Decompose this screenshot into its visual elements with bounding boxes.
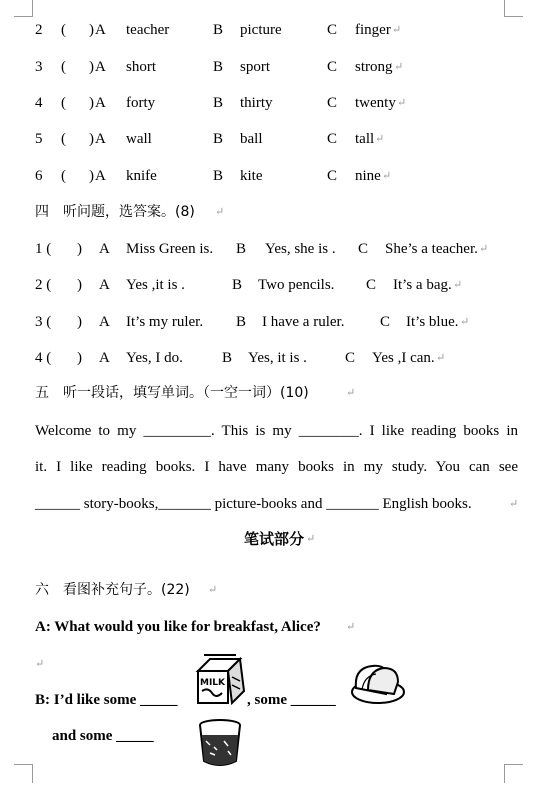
option-b-text: Yes, it is . <box>248 350 307 366</box>
paragraph-mark: ↵ <box>346 621 356 633</box>
option-c-letter: C <box>345 350 356 366</box>
milk-label: MILK <box>200 678 226 688</box>
section-6-heading: 六 看图补充句子。(22) <box>35 582 190 598</box>
question-number: 4 <box>35 95 43 111</box>
answer-paren-close: ) <box>77 350 82 366</box>
option-a-letter: A <box>99 277 110 293</box>
section-5-heading: 五 听一段话，填写单词。（一空一词）(10) <box>35 385 309 401</box>
question-number: 5 <box>35 131 43 147</box>
paragraph-mark: ↵ <box>397 97 407 109</box>
answer-paren-close: ) <box>89 22 94 38</box>
option-b-letter: B <box>213 168 224 184</box>
breakfast-question: A: What would you like for breakfast, Alice? <box>35 619 321 635</box>
paragraph-mark: ↵ <box>453 279 463 291</box>
paragraph-mark: ↵ <box>392 24 402 36</box>
question-number: 2 ( <box>35 277 52 293</box>
paragraph-mark: ↵ <box>346 387 356 399</box>
option-b-word: thirty <box>240 95 273 111</box>
answer-paren-open: ( <box>61 131 66 147</box>
option-a-letter: A <box>99 241 110 257</box>
paragraph-mark: ↵ <box>208 584 218 596</box>
option-c-text: It’s a bag. <box>393 277 452 293</box>
option-a-letter: A <box>95 168 106 184</box>
passage-line-2: it. I like reading books. I have many books in my study. You can see <box>35 459 518 475</box>
option-a-letter: A <box>95 95 106 111</box>
section-4-heading: 四 听问题，选答案。(8) <box>35 204 195 220</box>
passage-line-1: Welcome to my _________. This is my ________. I like reading books in <box>35 423 518 439</box>
option-a-letter: A <box>95 59 106 75</box>
option-a-word: wall <box>126 131 152 147</box>
option-c-letter: C <box>380 314 391 330</box>
question-number: 3 <box>35 59 43 75</box>
option-b-word: sport <box>240 59 270 75</box>
option-b-word: ball <box>240 131 263 147</box>
option-a-word: knife <box>126 168 157 184</box>
option-c-letter: C <box>327 22 338 38</box>
option-b-text: I have a ruler. <box>262 314 345 330</box>
option-b-letter: B <box>236 314 247 330</box>
option-c-word: tall <box>355 131 375 147</box>
option-c-letter: C <box>327 131 338 147</box>
option-c-word: strong <box>355 59 393 75</box>
option-b-letter: B <box>213 59 224 75</box>
option-b-letter: B <box>213 95 224 111</box>
paragraph-mark: ↵ <box>375 133 385 145</box>
option-b-letter: B <box>213 22 224 38</box>
answer-mid: , some ______ <box>247 692 336 708</box>
paragraph-mark: ↵ <box>215 206 225 218</box>
passage-line-3: ______ story-books,_______ picture-books and _______ English books. <box>35 496 472 512</box>
bread-picture <box>348 660 406 706</box>
option-b-word: kite <box>240 168 263 184</box>
option-c-word: twenty <box>355 95 396 111</box>
option-a-text: It’s my ruler. <box>126 314 204 330</box>
option-a-letter: A <box>95 131 106 147</box>
option-a-text: Yes ,it is . <box>126 277 185 293</box>
answer-paren-close: ) <box>77 241 82 257</box>
option-c-letter: C <box>366 277 377 293</box>
option-c-letter: C <box>327 59 338 75</box>
option-b-text: Yes, she is . <box>265 241 336 257</box>
answer-paren-close: ) <box>77 277 82 293</box>
option-a-text: Miss Green is. <box>126 241 214 257</box>
option-c-text: She’s a teacher. <box>385 241 478 257</box>
crop-mark-bottom-right <box>504 764 523 783</box>
answer-paren-close: ) <box>89 95 94 111</box>
paragraph-mark: ↵ <box>382 170 392 182</box>
option-c-letter: C <box>327 95 338 111</box>
answer-paren-open: ( <box>61 22 66 38</box>
paragraph-mark: ↵ <box>394 61 404 73</box>
option-c-text: It’s blue. <box>406 314 459 330</box>
written-part-title: 笔试部分 <box>244 530 305 548</box>
question-number: 6 <box>35 168 43 184</box>
option-a-letter: A <box>99 350 110 366</box>
answer-paren-open: ( <box>61 59 66 75</box>
answer-paren-open: ( <box>61 168 66 184</box>
option-b-letter: B <box>213 131 224 147</box>
question-number: 1 ( <box>35 241 52 257</box>
option-b-letter: B <box>222 350 233 366</box>
milk-carton-picture <box>192 653 248 708</box>
option-a-text: Yes, I do. <box>126 350 183 366</box>
option-c-letter: C <box>358 241 369 257</box>
crop-mark-bottom-left <box>14 764 33 783</box>
paragraph-mark: ↵ <box>479 243 489 255</box>
option-b-letter: B <box>236 241 247 257</box>
paragraph-mark: ↵ <box>509 498 519 510</box>
paragraph-mark: ↵ <box>306 533 316 545</box>
option-a-letter: A <box>95 22 106 38</box>
option-b-word: picture <box>240 22 282 38</box>
option-c-word: nine <box>355 168 381 184</box>
crop-mark-top-right <box>504 0 523 17</box>
answer-paren-open: ( <box>61 95 66 111</box>
answer-start: B: I’d like some _____ <box>35 692 178 708</box>
question-number: 4 ( <box>35 350 52 366</box>
answer-paren-close: ) <box>89 59 94 75</box>
question-number: 2 <box>35 22 43 38</box>
option-c-letter: C <box>327 168 338 184</box>
answer-paren-close: ) <box>77 314 82 330</box>
option-c-word: finger <box>355 22 391 38</box>
juice-glass-picture <box>194 717 246 769</box>
option-a-word: short <box>126 59 156 75</box>
answer-end: and some _____ <box>52 728 154 744</box>
option-c-text: Yes ,I can. <box>372 350 435 366</box>
answer-paren-close: ) <box>89 131 94 147</box>
option-a-word: forty <box>126 95 156 111</box>
option-a-word: teacher <box>126 22 170 38</box>
answer-paren-close: ) <box>89 168 94 184</box>
option-b-letter: B <box>232 277 243 293</box>
option-a-letter: A <box>99 314 110 330</box>
crop-mark-top-left <box>14 0 33 17</box>
question-number: 3 ( <box>35 314 52 330</box>
paragraph-mark: ↵ <box>35 658 45 670</box>
paragraph-mark: ↵ <box>436 352 446 364</box>
paragraph-mark: ↵ <box>460 316 470 328</box>
option-b-text: Two pencils. <box>258 277 335 293</box>
